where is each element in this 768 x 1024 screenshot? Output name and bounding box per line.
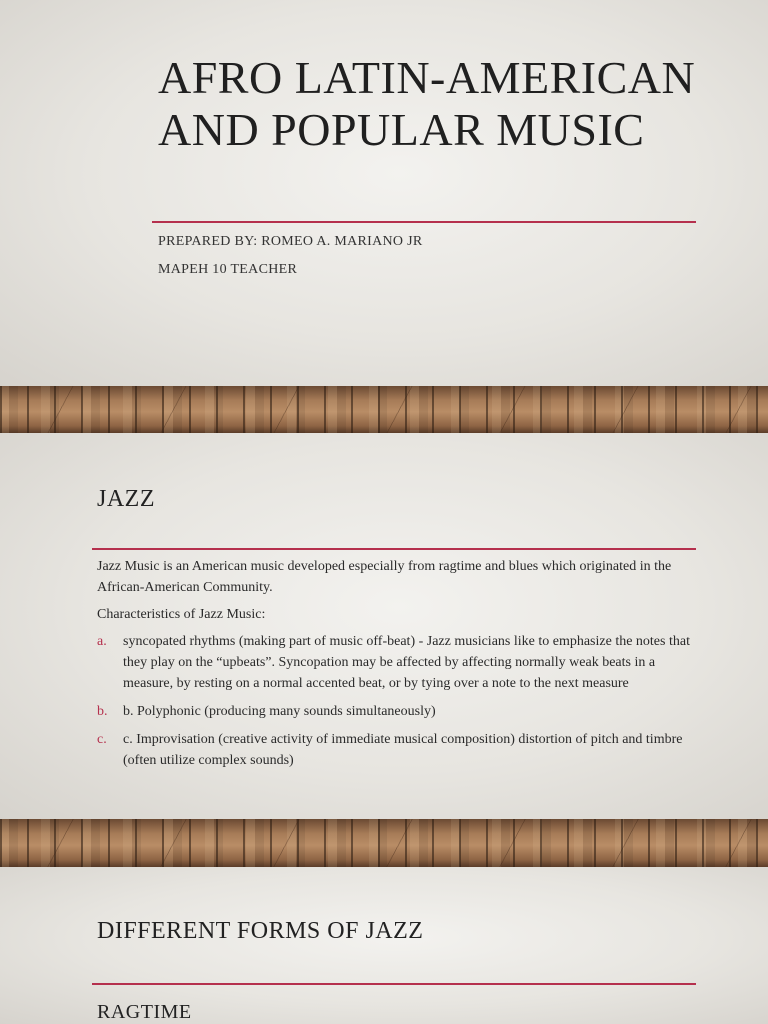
jazz-intro: Jazz Music is an American music developed especially from ragtime and blues which originated in the African-American Community. — [97, 559, 672, 595]
slide-1-title-rule — [152, 221, 696, 223]
characteristics-heading: Characteristics of Jazz Music: — [97, 607, 266, 622]
slide-3-title-rule — [92, 983, 696, 985]
slide-1-prepared-by: PREPARED BY: ROMEO A. MARIANO JR — [158, 234, 423, 249]
list-marker: c. — [97, 732, 107, 747]
slide-1 — [0, 0, 768, 386]
slide-2-body — [97, 556, 697, 778]
list-item-text: b. Polyphonic (producing many sounds simultaneously) — [123, 704, 436, 719]
slide-2-title-rule — [92, 548, 696, 550]
slide-2-title: JAZZ — [97, 486, 155, 512]
list-item — [97, 729, 697, 771]
list-marker: a. — [97, 634, 107, 649]
slide-3-subtitle: RAGTIME — [97, 1001, 192, 1023]
wood-floor-divider-1 — [0, 386, 768, 433]
list-item — [97, 631, 697, 694]
list-item — [97, 701, 697, 722]
slide-1-role: MAPEH 10 TEACHER — [158, 262, 298, 277]
wood-floor-divider-2 — [0, 819, 768, 867]
list-item-text: syncopated rhythms (making part of music off-beat) - Jazz musicians like to emphasize the notes that they play on the “upbeats”. Syncopation may be affected by affecting normally weak beats in a measure, by resting on a normal accented beat, or by tying over a note to the next measure — [123, 634, 690, 691]
list-marker: b. — [97, 704, 108, 719]
characteristics-list — [97, 631, 697, 771]
slide-1-title: AFRO LATIN-AMERICAN AND POPULAR MUSIC — [158, 52, 696, 155]
slide-3-title: DIFFERENT FORMS OF JAZZ — [97, 918, 424, 944]
list-item-text: c. Improvisation (creative activity of immediate musical composition) distortion of pitch and timbre (often utilize complex sounds) — [123, 732, 683, 768]
